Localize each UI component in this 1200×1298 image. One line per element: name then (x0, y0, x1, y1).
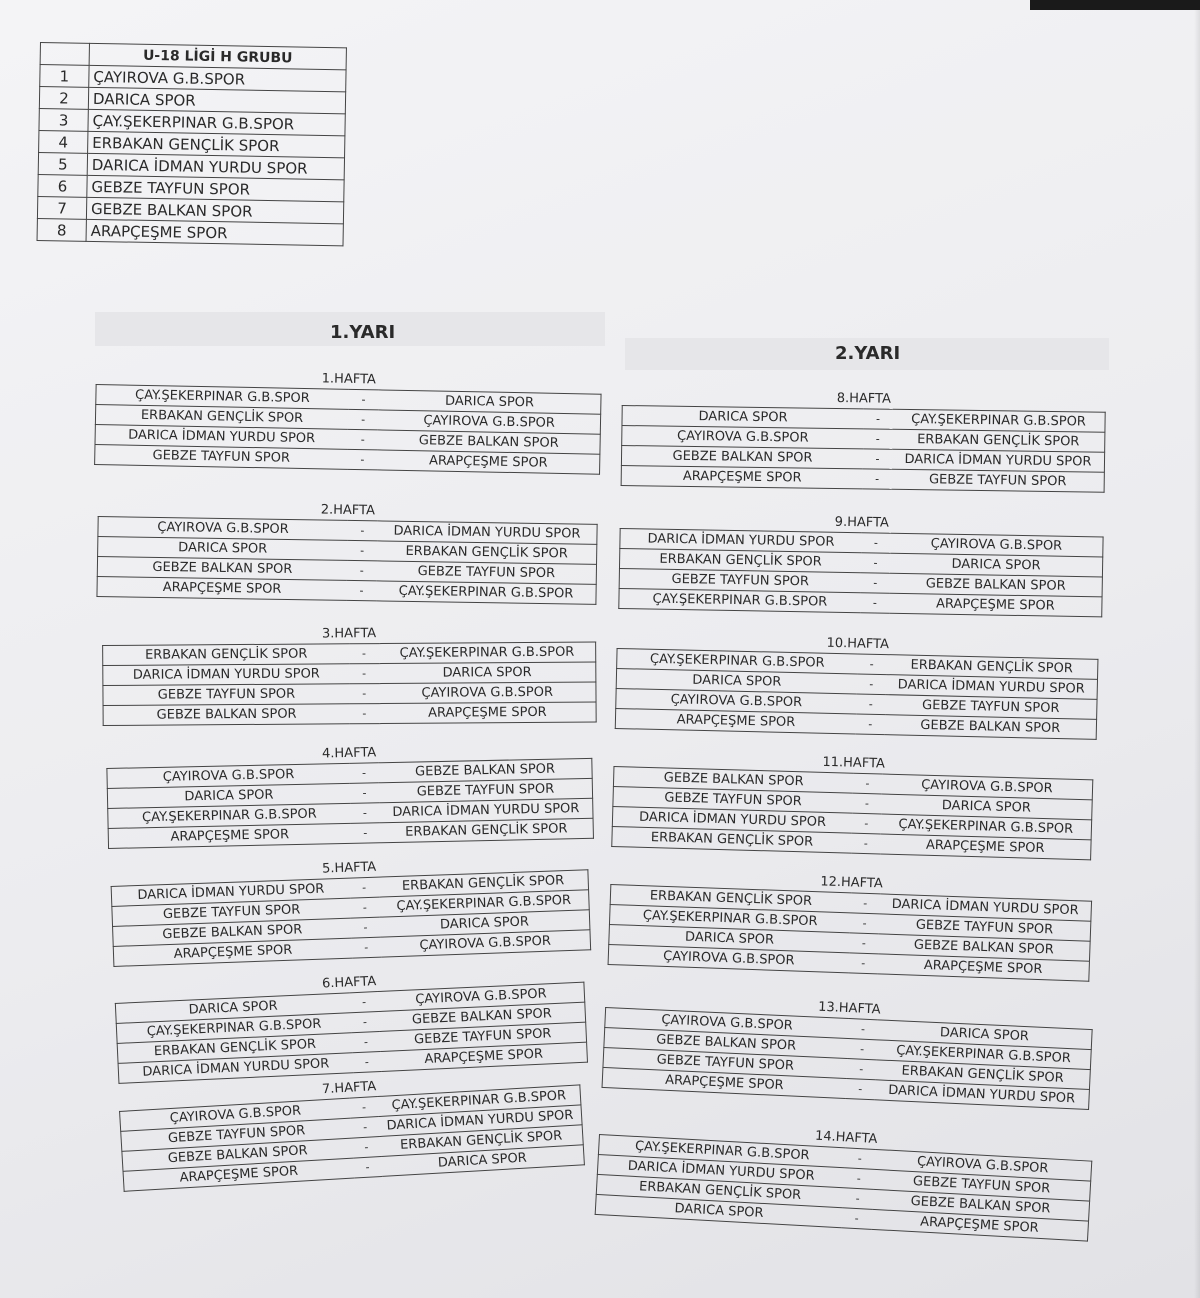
away-team: GEBZE BALKAN SPOR (890, 573, 1103, 597)
home-team: ERBAKAN GENÇLİK SPOR (117, 1033, 352, 1064)
match-separator: - (350, 783, 380, 804)
match-table (621, 405, 1106, 493)
home-team: DARICA SPOR (115, 993, 350, 1024)
home-team: ÇAYIROVA G.B.SPOR (616, 688, 857, 713)
match-separator: - (351, 1012, 380, 1033)
away-team: DARICA İDMAN YURDU SPOR (885, 675, 1097, 700)
home-team: ÇAY.ŞEKERPINAR G.B.SPOR (609, 904, 850, 932)
away-team: ERBAKAN GENÇLİK SPOR (380, 1125, 584, 1157)
first-half-title: 1.YARI (330, 322, 396, 343)
match-separator: - (852, 813, 881, 834)
home-team: GEBZE BALKAN SPOR (122, 1138, 353, 1171)
week-label: 14.HAFTA (814, 1128, 878, 1148)
home-team: DARICA İDMAN YURDU SPOR (103, 664, 350, 686)
match-separator: - (349, 684, 379, 704)
match-separator: - (347, 449, 378, 470)
home-team: DARICA SPOR (595, 1194, 842, 1227)
match-table (615, 648, 1099, 740)
away-team: GEBZE BALKAN SPOR (885, 715, 1097, 740)
home-team: DARICA SPOR (622, 406, 864, 429)
week-block (114, 964, 588, 1084)
match-separator: - (349, 763, 379, 784)
match-separator: - (845, 1148, 876, 1170)
home-team: ÇAY.ŞEKERPINAR G.B.SPOR (108, 803, 351, 828)
group-teams-table (37, 42, 347, 246)
away-team: ERBAKAN GENÇLİK SPOR (875, 1060, 1090, 1090)
away-team: ERBAKAN GENÇLİK SPOR (380, 818, 594, 842)
match-separator: - (852, 793, 881, 814)
match-separator: - (350, 877, 379, 898)
match-separator: - (346, 580, 376, 600)
week-label: 7.HAFTA (321, 1079, 377, 1098)
home-team: GEBZE TAYFUN SPOR (603, 1047, 847, 1078)
match-separator: - (848, 953, 878, 974)
away-team: GEBZE TAYFUN SPOR (379, 778, 593, 802)
home-team: GEBZE BALKAN SPOR (113, 918, 352, 946)
week-block (106, 740, 594, 849)
away-team: ÇAYIROVA G.B.SPOR (378, 410, 601, 434)
home-team: ÇAY.ŞEKERPINAR G.B.SPOR (619, 588, 861, 612)
team-name: GEBZE BALKAN SPOR (86, 197, 343, 223)
week-label: 8.HAFTA (836, 391, 892, 407)
home-team: GEBZE TAYFUN SPOR (613, 786, 853, 813)
match-separator: - (351, 917, 380, 938)
week-block (621, 387, 1106, 493)
match-table (94, 384, 601, 475)
away-team: GEBZE TAYFUN SPOR (377, 561, 597, 584)
away-team: DARICA SPOR (379, 662, 596, 684)
match-table (111, 869, 592, 967)
match-row (103, 702, 596, 725)
home-team: ÇAYIROVA G.B.SPOR (605, 1008, 849, 1039)
home-team: ARAPÇEŞME SPOR (602, 1067, 846, 1098)
week-label: 3.HAFTA (321, 626, 377, 642)
week-block (110, 851, 591, 967)
home-team: ÇAYIROVA G.B.SPOR (608, 944, 849, 972)
away-team: GEBZE BALKAN SPOR (878, 934, 1090, 961)
match-table (618, 528, 1103, 617)
home-team: GEBZE BALKAN SPOR (97, 557, 347, 581)
match-separator: - (863, 409, 892, 429)
match-separator: - (352, 937, 381, 958)
week-block (611, 748, 1094, 860)
away-team: ARAPÇEŞME SPOR (380, 1042, 587, 1071)
match-separator: - (846, 1059, 876, 1080)
home-team: ÇAY.ŞEKERPINAR G.B.SPOR (617, 649, 858, 674)
home-team: GEBZE TAYFUN SPOR (121, 1118, 352, 1151)
away-team: ÇAY.ŞEKERPINAR G.B.SPOR (892, 409, 1105, 432)
match-table (611, 766, 1093, 860)
match-separator: - (848, 1019, 878, 1040)
away-team: ÇAYIROVA G.B.SPOR (379, 682, 596, 704)
match-separator: - (349, 644, 379, 664)
away-team: DARICA İDMAN YURDU SPOR (874, 1080, 1089, 1110)
week-label: 5.HAFTA (321, 859, 377, 877)
away-team: DARICA SPOR (381, 1145, 585, 1177)
home-team: ARAPÇEŞME SPOR (615, 708, 856, 733)
match-separator: - (347, 540, 377, 560)
home-team: DARICA İDMAN YURDU SPOR (111, 878, 350, 906)
away-team: ERBAKAN GENÇLİK SPOR (886, 655, 1098, 680)
team-name: GEBZE TAYFUN SPOR (87, 175, 344, 201)
home-team: ERBAKAN GENÇLİK SPOR (596, 1174, 843, 1207)
match-separator: - (861, 553, 890, 574)
away-team: GEBZE BALKAN SPOR (379, 1002, 586, 1031)
home-team: ERBAKAN GENÇLİK SPOR (103, 644, 350, 666)
away-team: DARICA SPOR (379, 390, 602, 414)
team-name: ARAPÇEŞME SPOR (86, 219, 343, 245)
team-name: DARICA İDMAN YURDU SPOR (87, 153, 344, 179)
match-separator: - (351, 1117, 380, 1139)
match-separator: - (349, 664, 379, 684)
week-block (96, 498, 597, 605)
team-number: 2 (39, 87, 88, 110)
week-label: 2.HAFTA (320, 502, 376, 519)
match-separator: - (857, 654, 886, 675)
match-separator: - (348, 409, 379, 430)
week-block (102, 624, 597, 726)
home-team: ERBAKAN GENÇLİK SPOR (610, 885, 851, 913)
home-team: ERBAKAN GENÇLİK SPOR (612, 826, 852, 853)
match-separator: - (842, 1188, 873, 1210)
week-block (608, 866, 1093, 982)
home-team: ERBAKAN GENÇLİK SPOR (619, 549, 861, 573)
home-team: ARAPÇEŞME SPOR (97, 576, 347, 600)
home-team: GEBZE TAYFUN SPOR (112, 898, 351, 926)
home-team: ÇAY.ŞEKERPINAR G.B.SPOR (598, 1135, 845, 1168)
team-name: ÇAYIROVA G.B.SPOR (89, 65, 346, 91)
home-team: GEBZE TAYFUN SPOR (95, 444, 348, 469)
match-separator: - (353, 1156, 382, 1178)
away-team: ARAPÇEŞME SPOR (880, 834, 1091, 860)
match-separator: - (863, 429, 892, 449)
away-team: ÇAY.ŞEKERPINAR G.B.SPOR (377, 1085, 581, 1117)
home-team: ARAPÇEŞME SPOR (113, 938, 352, 966)
match-separator: - (350, 992, 379, 1013)
home-team: ÇAY.ŞEKERPINAR G.B.SPOR (96, 385, 349, 410)
home-team: DARICA İDMAN YURDU SPOR (620, 529, 862, 553)
away-team: ÇAYIROVA G.B.SPOR (890, 533, 1103, 557)
week-label: 6.HAFTA (321, 974, 377, 992)
match-separator: - (861, 533, 890, 554)
match-table (608, 884, 1093, 982)
match-separator: - (856, 694, 885, 715)
away-team: ARAPÇEŞME SPOR (877, 954, 1089, 981)
match-table (102, 642, 597, 726)
team-row (37, 218, 343, 245)
away-team: DARICA SPOR (881, 794, 1092, 820)
week-label: 10.HAFTA (826, 635, 890, 653)
table-corner-cell (40, 43, 89, 66)
week-label: 1.HAFTA (321, 371, 377, 388)
team-name: ÇAY.ŞEKERPINAR G.B.SPOR (88, 109, 345, 135)
home-team: GEBZE TAYFUN SPOR (103, 684, 350, 706)
week-label: 13.HAFTA (817, 999, 881, 1018)
match-separator: - (351, 823, 381, 844)
match-separator: - (863, 449, 892, 469)
home-team: ÇAYIROVA G.B.SPOR (107, 763, 350, 788)
home-team: DARICA İDMAN YURDU SPOR (95, 424, 348, 449)
away-team: GEBZE TAYFUN SPOR (873, 1169, 1091, 1201)
home-team: ÇAY.ŞEKERPINAR G.B.SPOR (116, 1013, 351, 1044)
week-label: 4.HAFTA (321, 745, 377, 762)
match-separator: - (841, 1208, 872, 1230)
team-number: 1 (40, 65, 89, 88)
match-separator: - (843, 1168, 874, 1190)
week-block (595, 1116, 1094, 1242)
away-team: DARICA İDMAN YURDU SPOR (879, 894, 1091, 921)
second-half-title: 2.YARI (835, 343, 901, 364)
match-separator: - (851, 893, 881, 914)
home-team: DARICA SPOR (616, 669, 857, 694)
match-separator: - (861, 573, 890, 594)
week-label: 9.HAFTA (834, 514, 890, 531)
away-team: ÇAY.ŞEKERPINAR G.B.SPOR (379, 642, 596, 664)
match-separator: - (348, 389, 379, 410)
home-team: ÇAYIROVA G.B.SPOR (622, 426, 864, 449)
home-team: DARICA İDMAN YURDU SPOR (118, 1053, 353, 1084)
away-team: ERBAKAN GENÇLİK SPOR (892, 429, 1105, 452)
home-team: DARICA SPOR (609, 924, 850, 952)
week-block (118, 1066, 585, 1191)
match-separator: - (850, 913, 880, 934)
away-team: ÇAYIROVA G.B.SPOR (380, 930, 590, 957)
match-separator: - (350, 897, 379, 918)
match-separator: - (352, 1137, 381, 1159)
home-team: DARICA İDMAN YURDU SPOR (597, 1154, 844, 1187)
match-separator: - (347, 520, 377, 540)
home-team: GEBZE BALKAN SPOR (103, 704, 350, 726)
team-number: 6 (38, 174, 87, 197)
away-team: ERBAKAN GENÇLİK SPOR (377, 541, 597, 564)
away-team: DARICA SPOR (877, 1020, 1092, 1050)
team-name: ERBAKAN GENÇLİK SPOR (88, 131, 345, 157)
week-block (94, 366, 602, 475)
home-team: ÇAYIROVA G.B.SPOR (98, 517, 348, 541)
home-team: ARAPÇEŞME SPOR (108, 823, 351, 848)
match-separator: - (856, 714, 885, 735)
away-team: DARICA İDMAN YURDU SPOR (378, 1105, 582, 1137)
away-team: DARICA İDMAN YURDU SPOR (379, 798, 593, 822)
away-team: ARAPÇEŞME SPOR (379, 702, 596, 724)
match-separator: - (351, 1032, 380, 1053)
away-team: ERBAKAN GENÇLİK SPOR (378, 870, 588, 897)
team-number: 4 (39, 130, 88, 153)
away-team: GEBZE TAYFUN SPOR (380, 1022, 587, 1051)
match-separator: - (851, 833, 880, 854)
home-team: GEBZE BALKAN SPOR (621, 446, 863, 469)
team-number: 8 (37, 218, 86, 241)
home-team: GEBZE TAYFUN SPOR (619, 568, 861, 592)
week-block (618, 510, 1104, 617)
home-team: DARICA SPOR (107, 783, 350, 808)
away-team: ÇAYIROVA G.B.SPOR (882, 774, 1093, 800)
home-team: ARAPÇEŞME SPOR (123, 1158, 354, 1191)
away-team: ÇAYIROVA G.B.SPOR (874, 1149, 1092, 1181)
home-team: DARICA SPOR (98, 537, 348, 561)
away-team: ARAPÇEŞME SPOR (889, 593, 1102, 617)
match-separator: - (847, 1039, 877, 1060)
home-team: DARICA İDMAN YURDU SPOR (612, 806, 852, 833)
match-separator: - (347, 429, 378, 450)
home-team: GEBZE BALKAN SPOR (604, 1027, 848, 1058)
match-separator: - (863, 469, 892, 489)
away-team: DARICA SPOR (379, 910, 589, 937)
match-separator: - (350, 1097, 379, 1119)
away-team: ARAPÇEŞME SPOR (377, 450, 600, 474)
away-team: ARAPÇEŞME SPOR (871, 1209, 1089, 1241)
second-half-header (625, 338, 1109, 370)
first-half-header (95, 312, 605, 346)
match-separator: - (860, 593, 889, 614)
match-separator: - (853, 773, 882, 794)
page-corner-shadow (1030, 0, 1200, 10)
team-number: 3 (39, 108, 88, 131)
group-title: U-18 LİGİ H GRUBU (89, 43, 346, 69)
week-block (602, 989, 1094, 1110)
week-label: 12.HAFTA (820, 874, 884, 892)
team-name: DARICA SPOR (88, 87, 345, 113)
home-team: ARAPÇEŞME SPOR (621, 465, 863, 488)
away-team: ÇAY.ŞEKERPINAR G.B.SPOR (880, 814, 1091, 840)
away-team: GEBZE TAYFUN SPOR (892, 469, 1105, 492)
away-team: GEBZE BALKAN SPOR (378, 758, 592, 782)
away-team: DARICA İDMAN YURDU SPOR (377, 521, 597, 544)
away-team: GEBZE BALKAN SPOR (378, 430, 601, 454)
week-block (615, 630, 1099, 740)
match-separator: - (347, 560, 377, 580)
match-table (96, 516, 597, 605)
match-table (106, 758, 594, 849)
page-edge-shadow (1194, 10, 1200, 1298)
home-team: ERBAKAN GENÇLİK SPOR (95, 405, 348, 430)
home-team: GEBZE BALKAN SPOR (613, 767, 853, 794)
match-separator: - (857, 674, 886, 695)
match-separator: - (350, 704, 380, 724)
match-separator: - (849, 933, 879, 954)
match-separator: - (845, 1078, 875, 1099)
week-label: 11.HAFTA (822, 754, 886, 772)
away-team: ÇAY.ŞEKERPINAR G.B.SPOR (876, 1040, 1091, 1070)
away-team: GEBZE TAYFUN SPOR (885, 695, 1097, 720)
away-team: ÇAY.ŞEKERPINAR G.B.SPOR (379, 890, 589, 917)
away-team: ÇAY.ŞEKERPINAR G.B.SPOR (376, 581, 596, 604)
away-team: GEBZE TAYFUN SPOR (879, 914, 1091, 941)
away-team: ÇAYIROVA G.B.SPOR (378, 982, 585, 1011)
team-number: 5 (38, 152, 87, 175)
match-separator: - (352, 1051, 381, 1072)
away-team: GEBZE BALKAN SPOR (872, 1189, 1090, 1221)
team-number: 7 (37, 196, 86, 219)
away-team: DARICA SPOR (890, 553, 1103, 577)
away-team: DARICA İDMAN YURDU SPOR (892, 449, 1105, 472)
match-separator: - (350, 803, 380, 824)
home-team: ÇAYIROVA G.B.SPOR (120, 1098, 351, 1131)
